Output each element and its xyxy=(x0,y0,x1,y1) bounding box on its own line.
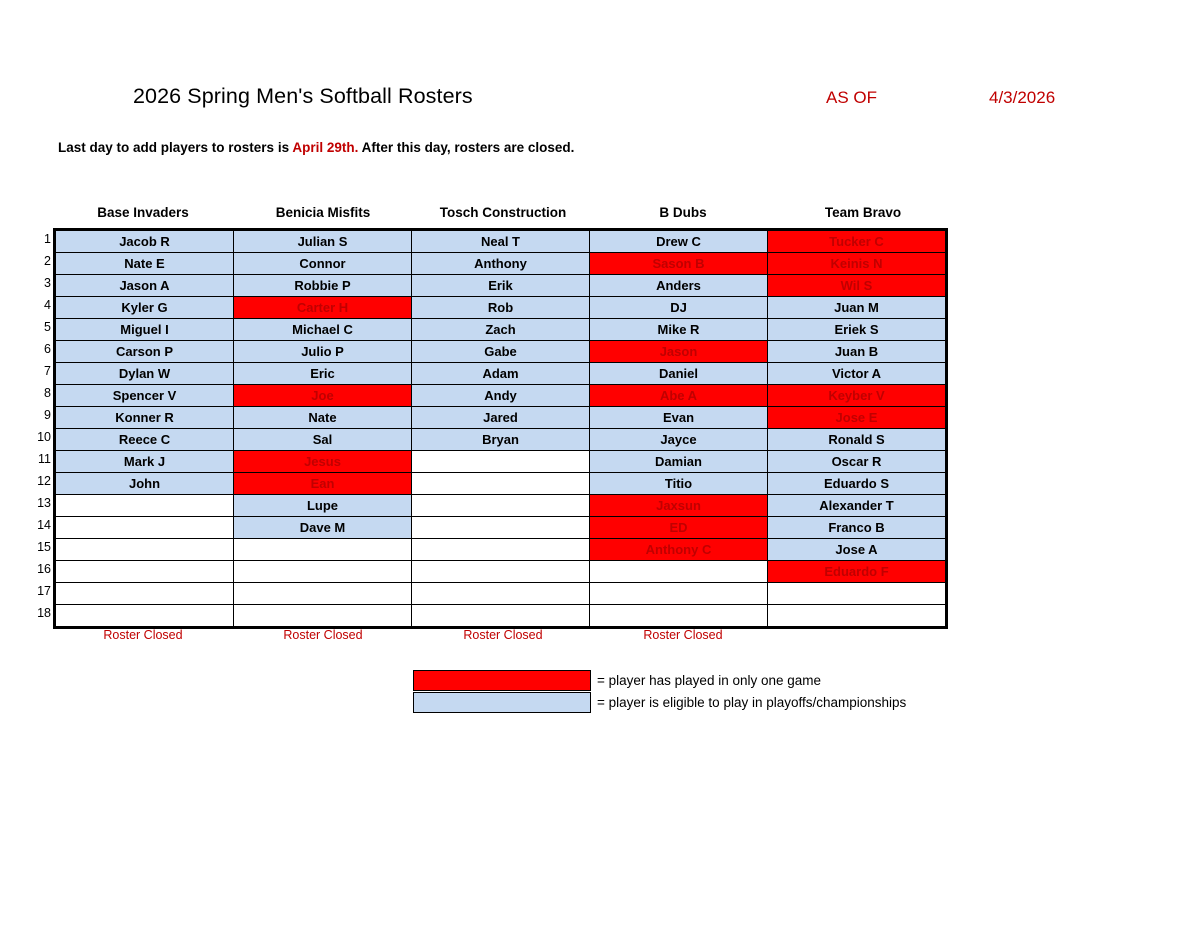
roster-cell[interactable]: Julio P xyxy=(234,341,412,363)
table-row xyxy=(56,385,946,407)
roster-cell[interactable] xyxy=(768,583,946,605)
roster-cell[interactable]: Carter H xyxy=(234,297,412,319)
roster-cell[interactable] xyxy=(412,605,590,627)
roster-cell[interactable] xyxy=(234,561,412,583)
row-number: 16 xyxy=(37,562,51,576)
table-row xyxy=(56,231,946,253)
roster-cell[interactable] xyxy=(590,561,768,583)
roster-cell[interactable]: Joe xyxy=(234,385,412,407)
roster-closed-tosch-construction: Roster Closed xyxy=(463,628,543,642)
team-header-row xyxy=(53,205,953,220)
roster-cell[interactable]: Jason xyxy=(590,341,768,363)
roster-table xyxy=(55,230,946,627)
row-number: 13 xyxy=(37,496,51,510)
roster-cell[interactable]: Juan M xyxy=(768,297,946,319)
roster-closed-team-bravo xyxy=(773,628,953,642)
team-header-tosch-construction: Tosch Construction xyxy=(439,205,567,220)
roster-cell[interactable]: Titio xyxy=(590,473,768,495)
row-number: 2 xyxy=(44,254,51,268)
roster-cell[interactable]: Alexander T xyxy=(768,495,946,517)
as-of-label: AS OF xyxy=(826,88,878,107)
row-number: 9 xyxy=(44,408,51,422)
roster-cell[interactable]: John xyxy=(56,473,234,495)
row-number: 4 xyxy=(44,298,51,312)
roster-cell[interactable]: Sason B xyxy=(590,253,768,275)
table-row xyxy=(56,473,946,495)
roster-cell[interactable]: Robbie P xyxy=(234,275,412,297)
roster-cell[interactable]: Julian S xyxy=(234,231,412,253)
roster-cell[interactable]: Evan xyxy=(590,407,768,429)
roster-cell[interactable]: Andy xyxy=(412,385,590,407)
team-header-team-bravo: Team Bravo xyxy=(824,205,902,220)
roster-cell[interactable]: Connor xyxy=(234,253,412,275)
roster-cell[interactable]: Eduardo F xyxy=(768,561,946,583)
row-number: 3 xyxy=(44,276,51,290)
roster-cell[interactable]: Nate E xyxy=(56,253,234,275)
roster-cell[interactable]: Victor A xyxy=(768,363,946,385)
legend-swatch-red xyxy=(413,670,591,691)
roster-cell[interactable] xyxy=(56,583,234,605)
roster-cell[interactable]: Daniel xyxy=(590,363,768,385)
roster-cell[interactable] xyxy=(56,517,234,539)
roster-deadline-notice xyxy=(58,140,574,155)
legend xyxy=(413,669,906,713)
roster-cell[interactable] xyxy=(234,605,412,627)
table-row xyxy=(56,319,946,341)
roster-cell[interactable]: Eric xyxy=(234,363,412,385)
roster-cell[interactable]: Franco B xyxy=(768,517,946,539)
roster-cell[interactable] xyxy=(412,561,590,583)
roster-cell[interactable]: Bryan xyxy=(412,429,590,451)
roster-cell[interactable] xyxy=(412,539,590,561)
row-number: 7 xyxy=(44,364,51,378)
roster-cell[interactable]: Abe A xyxy=(590,385,768,407)
roster-cell[interactable]: Tucker C xyxy=(768,231,946,253)
roster-grid xyxy=(53,228,948,629)
roster-cell[interactable]: Jose A xyxy=(768,539,946,561)
row-number: 8 xyxy=(44,386,51,400)
table-row xyxy=(56,341,946,363)
roster-cell[interactable]: Jayce xyxy=(590,429,768,451)
roster-closed-row xyxy=(53,628,953,642)
roster-cell[interactable]: Kyler G xyxy=(56,297,234,319)
table-row xyxy=(56,561,946,583)
roster-cell[interactable]: Gabe xyxy=(412,341,590,363)
table-row xyxy=(56,517,946,539)
roster-closed-benicia-misfits: Roster Closed xyxy=(283,628,363,642)
roster-cell[interactable]: Sal xyxy=(234,429,412,451)
row-number: 5 xyxy=(44,320,51,334)
legend-text-blue: = player is eligible to play in playoffs/championships xyxy=(597,694,907,710)
row-number: 6 xyxy=(44,342,51,356)
roster-cell[interactable]: Jesus xyxy=(234,451,412,473)
roster-cell[interactable] xyxy=(412,495,590,517)
legend-row-eligible xyxy=(413,691,906,713)
roster-cell[interactable]: Wil S xyxy=(768,275,946,297)
roster-cell[interactable]: Adam xyxy=(412,363,590,385)
table-row xyxy=(56,297,946,319)
roster-cell[interactable] xyxy=(412,517,590,539)
roster-cell[interactable]: Eduardo S xyxy=(768,473,946,495)
roster-cell[interactable] xyxy=(56,605,234,627)
roster-cell[interactable]: Mike R xyxy=(590,319,768,341)
table-row xyxy=(56,275,946,297)
legend-text-red: = player has played in only one game xyxy=(597,672,822,688)
roster-cell[interactable]: Jose E xyxy=(768,407,946,429)
roster-cell[interactable]: Mark J xyxy=(56,451,234,473)
roster-closed-base-invaders: Roster Closed xyxy=(103,628,183,642)
notice-suffix: After this day, rosters are closed. xyxy=(358,140,575,155)
team-header-benicia-misfits: Benicia Misfits xyxy=(275,205,371,220)
row-number: 11 xyxy=(38,452,51,466)
legend-swatch-blue xyxy=(413,692,591,713)
table-row xyxy=(56,583,946,605)
roster-cell[interactable]: DJ xyxy=(590,297,768,319)
roster-cell[interactable]: Oscar R xyxy=(768,451,946,473)
roster-cell[interactable] xyxy=(412,473,590,495)
as-of-date: 4/3/2026 xyxy=(989,88,1056,107)
row-number: 15 xyxy=(37,540,51,554)
row-number: 10 xyxy=(37,430,51,444)
roster-cell[interactable] xyxy=(768,605,946,627)
table-row xyxy=(56,605,946,627)
table-row xyxy=(56,539,946,561)
roster-cell[interactable] xyxy=(412,451,590,473)
table-row xyxy=(56,451,946,473)
roster-cell[interactable]: Miguel I xyxy=(56,319,234,341)
roster-cell[interactable]: Nate xyxy=(234,407,412,429)
roster-cell[interactable]: Michael C xyxy=(234,319,412,341)
table-row xyxy=(56,429,946,451)
roster-cell[interactable]: Damian xyxy=(590,451,768,473)
legend-row-one-game xyxy=(413,669,906,691)
roster-cell[interactable]: ED xyxy=(590,517,768,539)
roster-cell[interactable]: Anthony xyxy=(412,253,590,275)
table-row xyxy=(56,495,946,517)
roster-cell[interactable]: Anthony C xyxy=(590,539,768,561)
roster-cell[interactable] xyxy=(590,605,768,627)
roster-cell[interactable]: Neal T xyxy=(412,231,590,253)
roster-cell[interactable]: Dave M xyxy=(234,517,412,539)
roster-cell[interactable]: Juan B xyxy=(768,341,946,363)
row-number: 12 xyxy=(37,474,51,488)
notice-prefix: Last day to add players to rosters is xyxy=(58,140,293,155)
roster-cell[interactable]: Jacob R xyxy=(56,231,234,253)
roster-cell[interactable]: Eriek S xyxy=(768,319,946,341)
roster-cell[interactable]: Spencer V xyxy=(56,385,234,407)
roster-closed-b-dubs: Roster Closed xyxy=(643,628,723,642)
roster-cell[interactable]: Zach xyxy=(412,319,590,341)
team-header-base-invaders: Base Invaders xyxy=(97,205,189,220)
notice-deadline-date: April 29th. xyxy=(292,140,359,155)
roster-cell[interactable] xyxy=(56,561,234,583)
roster-cell[interactable]: Dylan W xyxy=(56,363,234,385)
roster-cell[interactable]: Carson P xyxy=(56,341,234,363)
table-row xyxy=(56,363,946,385)
roster-cell[interactable] xyxy=(56,539,234,561)
roster-cell[interactable] xyxy=(234,583,412,605)
roster-cell[interactable] xyxy=(56,495,234,517)
row-number: 1 xyxy=(44,232,51,246)
roster-cell[interactable]: Drew C xyxy=(590,231,768,253)
roster-cell[interactable] xyxy=(590,583,768,605)
roster-cell[interactable]: Ean xyxy=(234,473,412,495)
roster-cell[interactable]: Konner R xyxy=(56,407,234,429)
roster-cell[interactable]: Lupe xyxy=(234,495,412,517)
roster-cell[interactable] xyxy=(412,583,590,605)
roster-cell[interactable]: Keinis N xyxy=(768,253,946,275)
page-title: 2026 Spring Men's Softball Rosters xyxy=(133,84,473,108)
roster-cell[interactable]: Anders xyxy=(590,275,768,297)
roster-cell[interactable]: Jason A xyxy=(56,275,234,297)
row-number-column xyxy=(33,228,51,624)
roster-cell[interactable]: Rob xyxy=(412,297,590,319)
roster-cell[interactable]: Reece C xyxy=(56,429,234,451)
roster-cell[interactable]: Keyber V xyxy=(768,385,946,407)
row-number: 18 xyxy=(37,606,51,620)
roster-cell[interactable]: Jaxsun xyxy=(590,495,768,517)
roster-cell[interactable]: Jared xyxy=(412,407,590,429)
row-number: 17 xyxy=(37,584,51,598)
team-header-b-dubs: B Dubs xyxy=(659,205,707,220)
row-number: 14 xyxy=(37,518,51,532)
roster-cell[interactable]: Erik xyxy=(412,275,590,297)
roster-cell[interactable] xyxy=(234,539,412,561)
roster-cell[interactable]: Ronald S xyxy=(768,429,946,451)
table-row xyxy=(56,253,946,275)
table-row xyxy=(56,407,946,429)
